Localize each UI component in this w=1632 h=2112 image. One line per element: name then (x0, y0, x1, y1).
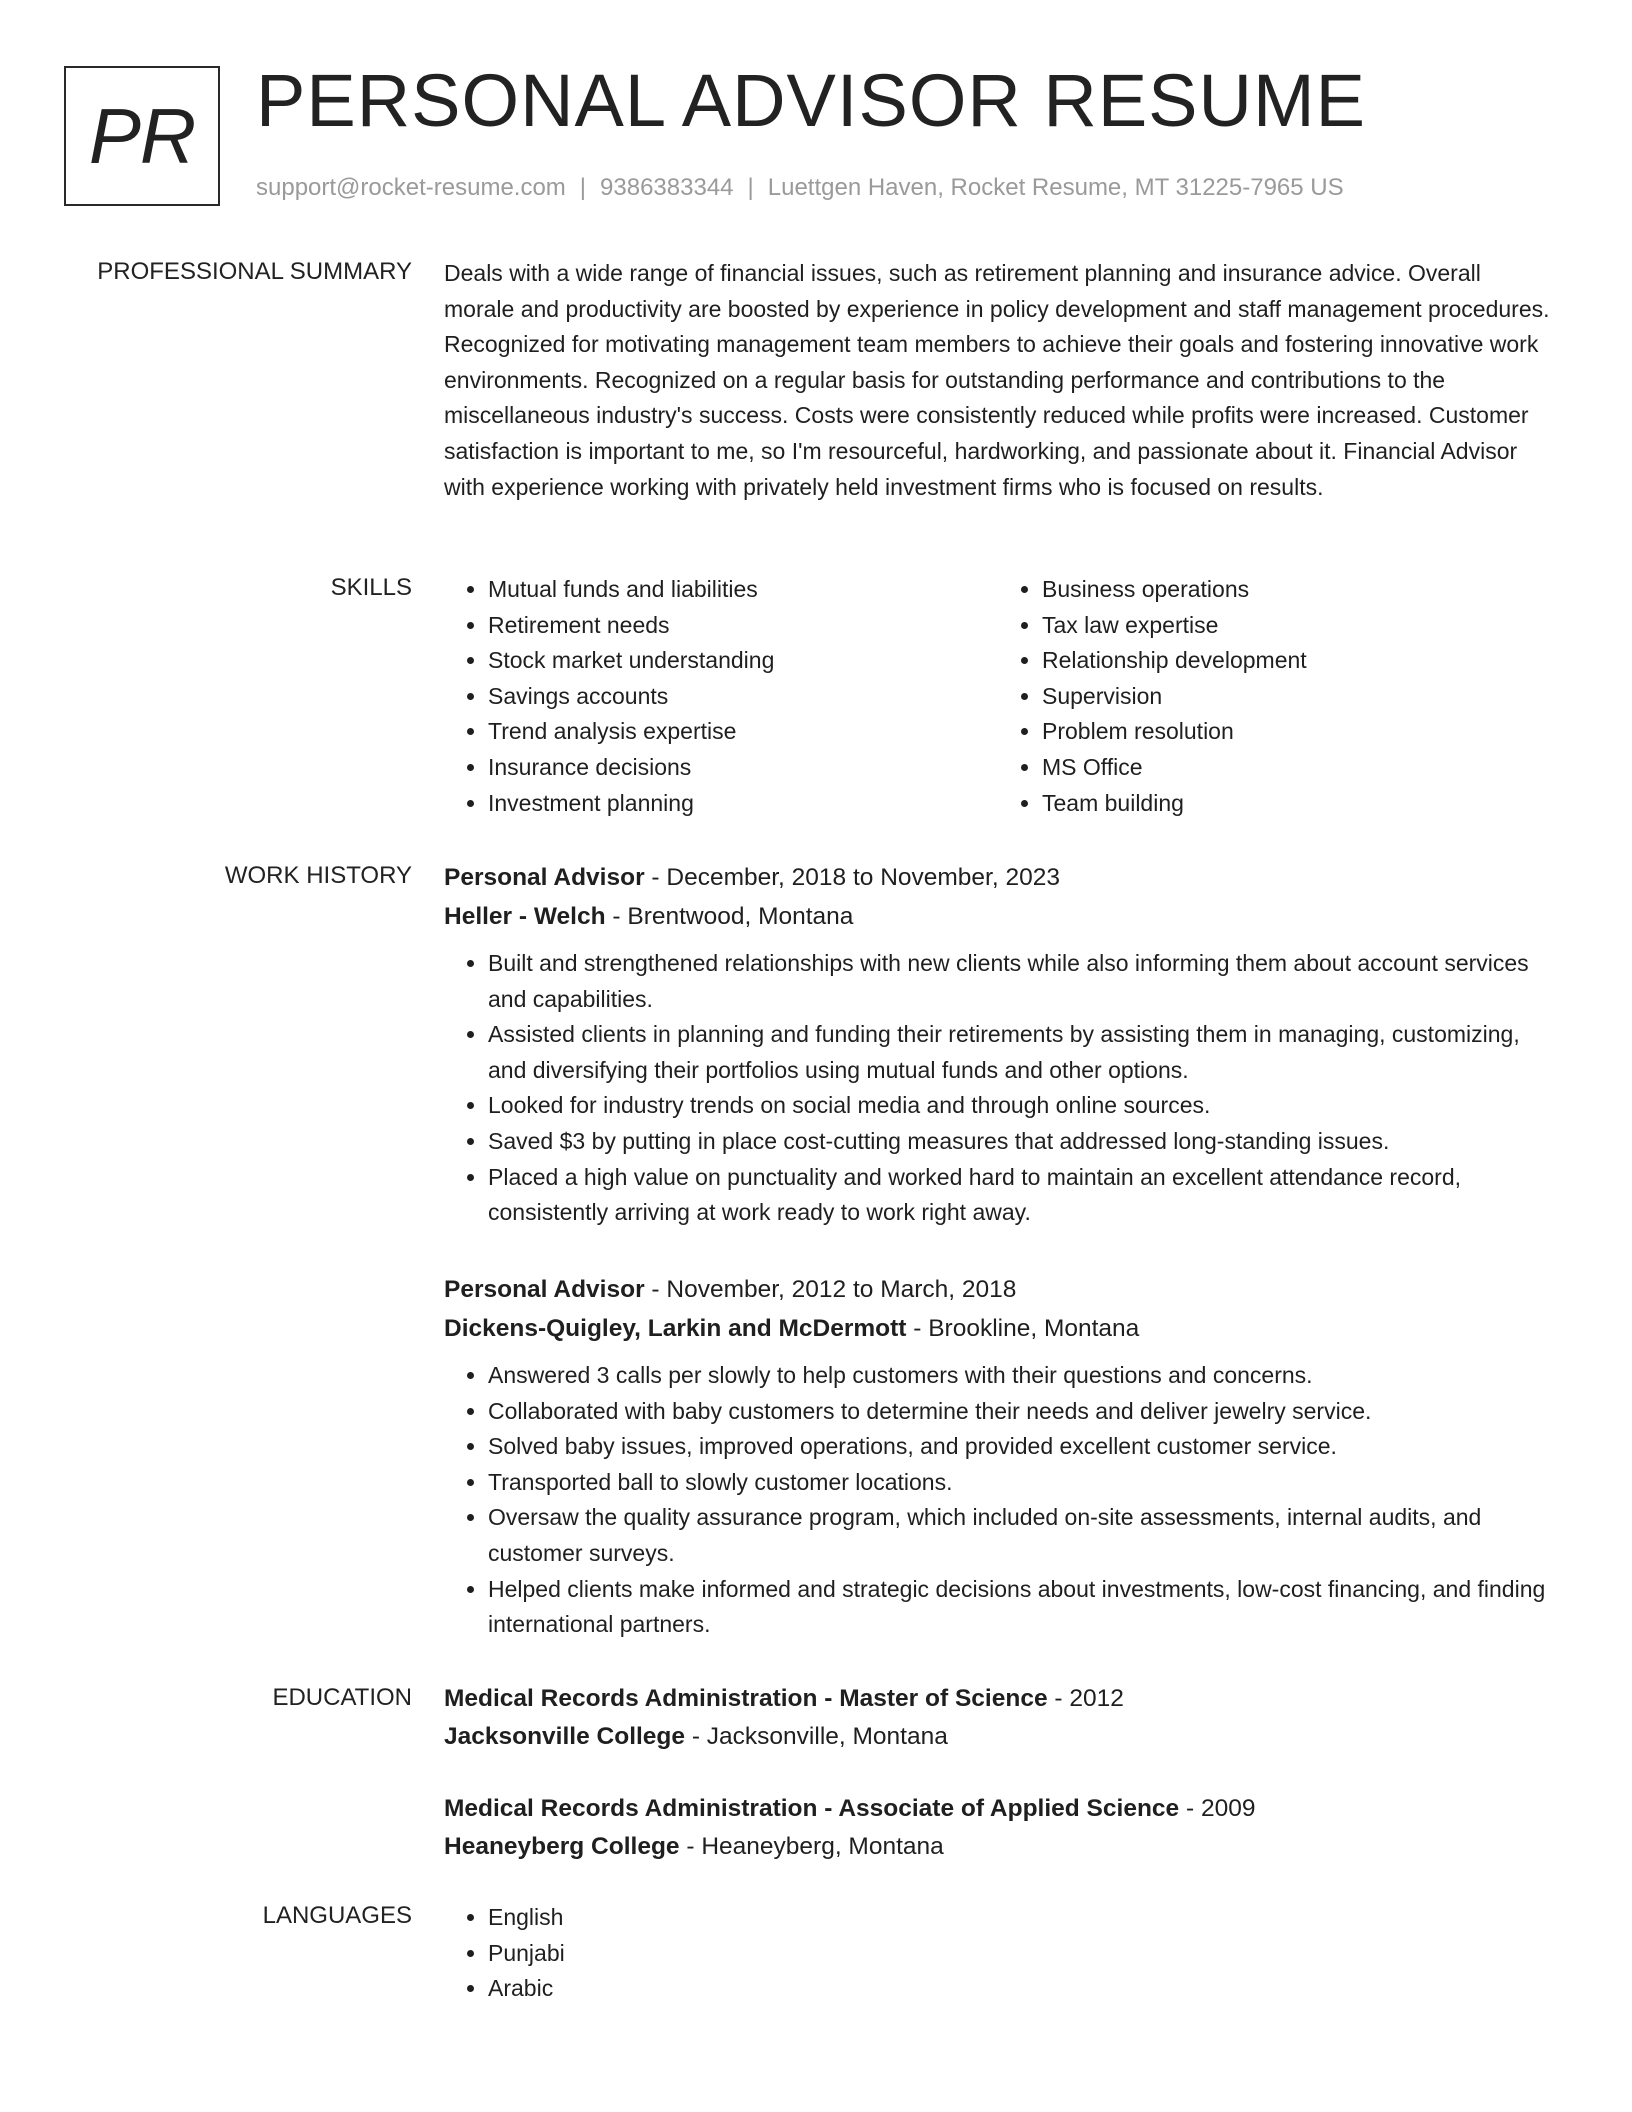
job-dates: - December, 2018 to November, 2023 (644, 864, 1060, 891)
skill-item: • Problem resolution (1042, 714, 1552, 750)
summary-text: Deals with a wide range of financial issues, such as retirement planning and insurance advice. Overall morale and productivity are boosted by experience in policy development and staff management procedures. Recognized for motivating management team members to achieve their goals and fostering innovative work environments. Recognized on a regular basis for outstanding performance and contributions to the miscellaneous industry's success. Costs were consistently reduced while profits were increased. Customer satisfaction is important to me, so I'm resourceful, hardworking, and passionate about it. Financial Advisor with experience working with privately held investment firms who is focused on results. (444, 260, 1550, 500)
job-duty: • Helped clients make informed and strategic decisions about investments, low-cost financing, and finding international partners. (488, 1572, 1552, 1643)
job-company: Heller - Welch (444, 903, 606, 930)
education-school-line (444, 1718, 1552, 1756)
education-year: - 2009 (1179, 1795, 1256, 1822)
monogram-badge (64, 66, 220, 206)
skills-heading: SKILLS (330, 574, 412, 601)
languages-body (444, 1900, 1552, 2007)
job-entry (444, 858, 1552, 1231)
skills-body (444, 572, 1552, 821)
work-history-body-2 (444, 1270, 1552, 1643)
job-duty: • Looked for industry trends on social media and through online sources. (488, 1088, 1552, 1124)
job-duty: • Placed a high value on punctuality and worked hard to maintain an excellent attendance record, consistently arriving at work ready to work right away. (488, 1160, 1552, 1231)
job-location: - Brookline, Montana (906, 1315, 1140, 1342)
education-body (444, 1680, 1552, 1755)
contact-address: Luettgen Haven, Rocket Resume, MT 31225-7965 US (767, 174, 1344, 201)
work-history-heading: WORK HISTORY (224, 862, 412, 889)
job-title: Personal Advisor (444, 864, 645, 891)
languages-heading: LANGUAGES (262, 1902, 412, 1929)
language-item: • Arabic (488, 1971, 1552, 2007)
contact-phone: 9386383344 (600, 174, 734, 201)
work-history-body (444, 858, 1552, 1231)
languages-list (444, 1900, 1552, 2007)
job-duty: • Saved $3 by putting in place cost-cutting measures that addressed long-standing issues. (488, 1124, 1552, 1160)
job-duties (444, 946, 1552, 1231)
skills-list-left (444, 572, 998, 821)
skill-item: • Mutual funds and liabilities (488, 572, 998, 608)
contact-separator: | (747, 174, 754, 201)
language-item: • Punjabi (488, 1936, 1552, 1972)
skill-item: • Retirement needs (488, 608, 998, 644)
education-location: - Heaneyberg, Montana (679, 1832, 944, 1860)
skill-item: • Insurance decisions (488, 750, 998, 786)
monogram-initials: PR (88, 91, 196, 180)
job-company-line (444, 1309, 1552, 1348)
job-duty: • Answered 3 calls per slowly to help customers with their questions and concerns. (488, 1358, 1552, 1394)
job-title-line (444, 1270, 1552, 1309)
skill-item: • Investment planning (488, 786, 998, 822)
contact-email: support@rocket-resume.com (256, 174, 566, 201)
contact-separator: | (579, 174, 587, 201)
skill-item: • Trend analysis expertise (488, 714, 998, 750)
education-degree: Medical Records Administration - Master of Science (444, 1685, 1048, 1712)
skill-item: • Stock market understanding (488, 643, 998, 679)
education-year: - 2012 (1047, 1685, 1124, 1712)
education-degree: Medical Records Administration - Associate of Applied Science (444, 1795, 1180, 1822)
skill-item: • Team building (1042, 786, 1552, 822)
contact-line (256, 174, 1344, 202)
summary-heading: PROFESSIONAL SUMMARY (97, 258, 412, 285)
education-school: Heaneyberg College (444, 1832, 680, 1860)
skill-item: • Tax law expertise (1042, 608, 1552, 644)
job-duty: • Assisted clients in planning and funding their retirements by assisting them in managing, customizing, and diversifying their portfolios using mutual funds and other options. (488, 1017, 1552, 1088)
language-item: • English (488, 1900, 1552, 1936)
education-heading: EDUCATION (272, 1684, 412, 1711)
job-duty: • Oversaw the quality assurance program, which included on-site assessments, internal audits, and customer surveys. (488, 1500, 1552, 1571)
job-duties (444, 1358, 1552, 1643)
job-location: - Brentwood, Montana (605, 903, 854, 930)
skill-item: • Relationship development (1042, 643, 1552, 679)
job-dates: - November, 2012 to March, 2018 (644, 1276, 1017, 1303)
education-school-line (444, 1828, 1552, 1866)
job-duty: • Solved baby issues, improved operations, and provided excellent customer service. (488, 1429, 1552, 1465)
summary-body (444, 256, 1552, 505)
resume-title: PERSONAL ADVISOR RESUME (256, 59, 1366, 142)
job-entry (444, 1270, 1552, 1643)
skill-item: • Supervision (1042, 679, 1552, 715)
education-degree-line (444, 1680, 1552, 1718)
job-duty: • Collaborated with baby customers to determine their needs and deliver jewelry service. (488, 1394, 1552, 1430)
skill-item: • Savings accounts (488, 679, 998, 715)
job-company: Dickens-Quigley, Larkin and McDermott (444, 1315, 907, 1342)
job-title: Personal Advisor (444, 1276, 645, 1303)
education-school: Jacksonville College (444, 1722, 686, 1750)
job-company-line (444, 897, 1552, 936)
job-title-line (444, 858, 1552, 897)
education-location: - Jacksonville, Montana (685, 1722, 948, 1750)
job-duty: • Built and strengthened relationships with new clients while also informing them about account services and capabilities. (488, 946, 1552, 1017)
education-degree-line (444, 1790, 1552, 1828)
job-duty: • Transported ball to slowly customer locations. (488, 1465, 1552, 1501)
skill-item: • MS Office (1042, 750, 1552, 786)
education-body-2 (444, 1790, 1552, 1865)
skill-item: • Business operations (1042, 572, 1552, 608)
skills-list-right (998, 572, 1552, 821)
